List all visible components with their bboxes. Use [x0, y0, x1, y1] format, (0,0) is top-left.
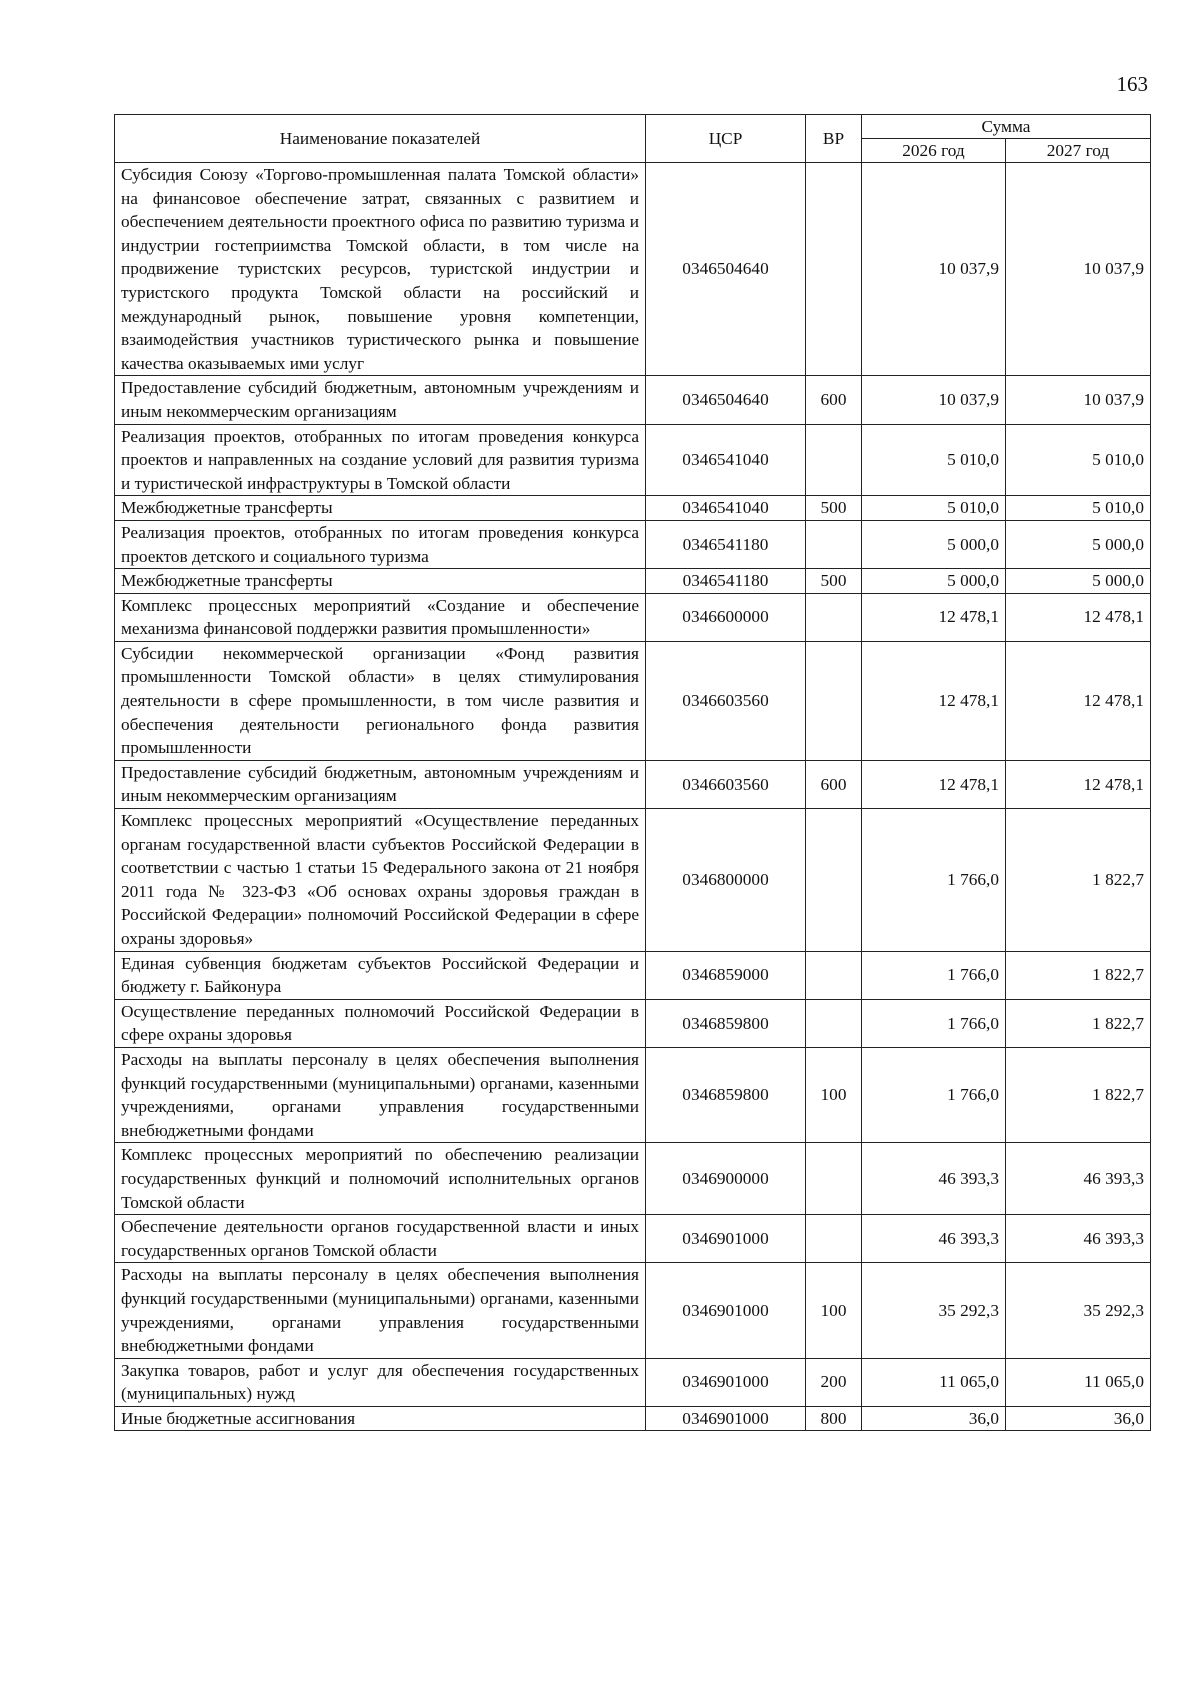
row-sum-2027: 10 037,9	[1006, 163, 1151, 376]
header-sum: Сумма	[862, 115, 1151, 139]
row-vr	[806, 593, 862, 641]
row-csr: 0346901000	[646, 1358, 806, 1406]
row-sum-2026: 12 478,1	[862, 593, 1006, 641]
row-sum-2027: 12 478,1	[1006, 760, 1151, 808]
row-vr	[806, 163, 862, 376]
row-vr: 100	[806, 1047, 862, 1142]
header-year-2026: 2026 год	[862, 139, 1006, 163]
row-sum-2026: 46 393,3	[862, 1143, 1006, 1215]
row-name: Субсидии некоммерческой организации «Фонд развития промышленности Томской области» в целях стимулирования деятельности в сфере промышленности, в том числе развития и обеспечения деятельности регионального фонда развития промышленности	[115, 641, 646, 760]
row-csr: 0346541180	[646, 569, 806, 594]
table-row	[115, 951, 1151, 999]
row-sum-2027: 1 822,7	[1006, 951, 1151, 999]
row-sum-2027: 46 393,3	[1006, 1143, 1151, 1215]
table-row	[115, 496, 1151, 521]
budget-table	[114, 114, 1151, 1431]
table-row	[115, 1215, 1151, 1263]
row-name: Субсидия Союзу «Торгово-промышленная палата Томской области» на финансовое обеспечение затрат, связанных с развитием и обеспечением деятельности проектного офиса по развитию туризма и индустрии гостеприимства Томской области, в том числе на продвижение туристских ресурсов, туристской индустрии и туристского продукта Томской области на российский и международный рынок, повышение уровня компетенции, взаимодействия участников туристического рынка и повышение качества оказываемых ими услуг	[115, 163, 646, 376]
row-name: Межбюджетные трансферты	[115, 496, 646, 521]
row-csr: 0346541040	[646, 496, 806, 521]
row-sum-2027: 12 478,1	[1006, 593, 1151, 641]
row-name: Осуществление переданных полномочий Российской Федерации в сфере охраны здоровья	[115, 999, 646, 1047]
row-sum-2027: 46 393,3	[1006, 1215, 1151, 1263]
row-csr: 0346541180	[646, 520, 806, 568]
row-sum-2026: 1 766,0	[862, 951, 1006, 999]
row-name: Предоставление субсидий бюджетным, автономным учреждениям и иным некоммерческим организациям	[115, 760, 646, 808]
row-vr	[806, 520, 862, 568]
row-sum-2026: 36,0	[862, 1406, 1006, 1431]
table-row	[115, 593, 1151, 641]
table-row	[115, 1047, 1151, 1142]
table-row	[115, 1143, 1151, 1215]
row-vr	[806, 641, 862, 760]
row-sum-2026: 12 478,1	[862, 760, 1006, 808]
row-sum-2027: 1 822,7	[1006, 809, 1151, 952]
row-name: Расходы на выплаты персоналу в целях обеспечения выполнения функций государственными (муниципальными) органами, казенными учреждениями, органами управления государственными внебюджетными фондами	[115, 1263, 646, 1358]
table-row	[115, 376, 1151, 424]
header-csr: ЦСР	[646, 115, 806, 163]
row-sum-2027: 5 000,0	[1006, 569, 1151, 594]
row-vr: 100	[806, 1263, 862, 1358]
row-csr: 0346901000	[646, 1406, 806, 1431]
row-sum-2026: 12 478,1	[862, 641, 1006, 760]
row-name: Закупка товаров, работ и услуг для обеспечения государственных (муниципальных) нужд	[115, 1358, 646, 1406]
row-csr: 0346541040	[646, 424, 806, 496]
row-sum-2027: 36,0	[1006, 1406, 1151, 1431]
row-csr: 0346603560	[646, 641, 806, 760]
row-sum-2026: 11 065,0	[862, 1358, 1006, 1406]
row-vr	[806, 999, 862, 1047]
row-vr: 200	[806, 1358, 862, 1406]
row-name: Иные бюджетные ассигнования	[115, 1406, 646, 1431]
row-vr: 600	[806, 376, 862, 424]
table-row	[115, 1263, 1151, 1358]
row-sum-2026: 5 000,0	[862, 569, 1006, 594]
header-vr: ВР	[806, 115, 862, 163]
row-sum-2027: 35 292,3	[1006, 1263, 1151, 1358]
row-csr: 0346859000	[646, 951, 806, 999]
row-vr	[806, 424, 862, 496]
row-name: Межбюджетные трансферты	[115, 569, 646, 594]
row-vr: 600	[806, 760, 862, 808]
row-csr: 0346859800	[646, 999, 806, 1047]
table-row	[115, 1358, 1151, 1406]
row-vr	[806, 1143, 862, 1215]
row-name: Реализация проектов, отобранных по итогам проведения конкурса проектов детского и социального туризма	[115, 520, 646, 568]
table-row	[115, 569, 1151, 594]
row-sum-2027: 12 478,1	[1006, 641, 1151, 760]
row-name: Комплекс процессных мероприятий «Создание и обеспечение механизма финансовой поддержки развития промышленности»	[115, 593, 646, 641]
row-vr: 500	[806, 496, 862, 521]
row-name: Комплекс процессных мероприятий «Осуществление переданных органам государственной власти субъектов Российской Федерации в соответствии с частью 1 статьи 15 Федерального закона от 21 ноября 2011 года № 323-ФЗ «Об основах охраны здоровья граждан в Российской Федерации» полномочий Российской Федерации в сфере охраны здоровья»	[115, 809, 646, 952]
row-vr	[806, 951, 862, 999]
header-year-2027: 2027 год	[1006, 139, 1151, 163]
row-vr	[806, 809, 862, 952]
header-name: Наименование показателей	[115, 115, 646, 163]
row-sum-2026: 10 037,9	[862, 163, 1006, 376]
row-name: Комплекс процессных мероприятий по обеспечению реализации государственных функций и полномочий исполнительных органов Томской области	[115, 1143, 646, 1215]
row-sum-2026: 10 037,9	[862, 376, 1006, 424]
row-sum-2026: 1 766,0	[862, 999, 1006, 1047]
row-sum-2027: 1 822,7	[1006, 1047, 1151, 1142]
row-sum-2026: 35 292,3	[862, 1263, 1006, 1358]
row-name: Реализация проектов, отобранных по итогам проведения конкурса проектов и направленных на создание условий для развития туризма и туристической инфраструктуры в Томской области	[115, 424, 646, 496]
table-row	[115, 999, 1151, 1047]
row-sum-2027: 10 037,9	[1006, 376, 1151, 424]
row-sum-2027: 11 065,0	[1006, 1358, 1151, 1406]
row-name: Предоставление субсидий бюджетным, автономным учреждениям и иным некоммерческим организациям	[115, 376, 646, 424]
table-row	[115, 809, 1151, 952]
row-csr: 0346900000	[646, 1143, 806, 1215]
page-number: 163	[1116, 72, 1148, 96]
row-sum-2027: 5 010,0	[1006, 424, 1151, 496]
row-sum-2026: 46 393,3	[862, 1215, 1006, 1263]
row-sum-2027: 5 010,0	[1006, 496, 1151, 521]
row-csr: 0346600000	[646, 593, 806, 641]
table-row	[115, 163, 1151, 376]
row-vr	[806, 1215, 862, 1263]
table-body	[115, 163, 1151, 1431]
row-csr: 0346504640	[646, 376, 806, 424]
row-name: Обеспечение деятельности органов государственной власти и иных государственных органов Томской области	[115, 1215, 646, 1263]
table-row	[115, 641, 1151, 760]
table-row	[115, 520, 1151, 568]
row-sum-2026: 5 000,0	[862, 520, 1006, 568]
header-row	[115, 115, 1151, 139]
row-sum-2026: 1 766,0	[862, 809, 1006, 952]
row-vr: 800	[806, 1406, 862, 1431]
row-csr: 0346859800	[646, 1047, 806, 1142]
row-sum-2027: 1 822,7	[1006, 999, 1151, 1047]
row-sum-2026: 1 766,0	[862, 1047, 1006, 1142]
table-row	[115, 424, 1151, 496]
table-row	[115, 760, 1151, 808]
row-csr: 0346504640	[646, 163, 806, 376]
row-csr: 0346603560	[646, 760, 806, 808]
row-vr: 500	[806, 569, 862, 594]
table-row	[115, 1406, 1151, 1431]
row-csr: 0346800000	[646, 809, 806, 952]
row-sum-2027: 5 000,0	[1006, 520, 1151, 568]
row-csr: 0346901000	[646, 1215, 806, 1263]
row-sum-2026: 5 010,0	[862, 424, 1006, 496]
row-sum-2026: 5 010,0	[862, 496, 1006, 521]
row-name: Единая субвенция бюджетам субъектов Российской Федерации и бюджету г. Байконура	[115, 951, 646, 999]
row-name: Расходы на выплаты персоналу в целях обеспечения выполнения функций государственными (муниципальными) органами, казенными учреждениями, органами управления государственными внебюджетными фондами	[115, 1047, 646, 1142]
row-csr: 0346901000	[646, 1263, 806, 1358]
